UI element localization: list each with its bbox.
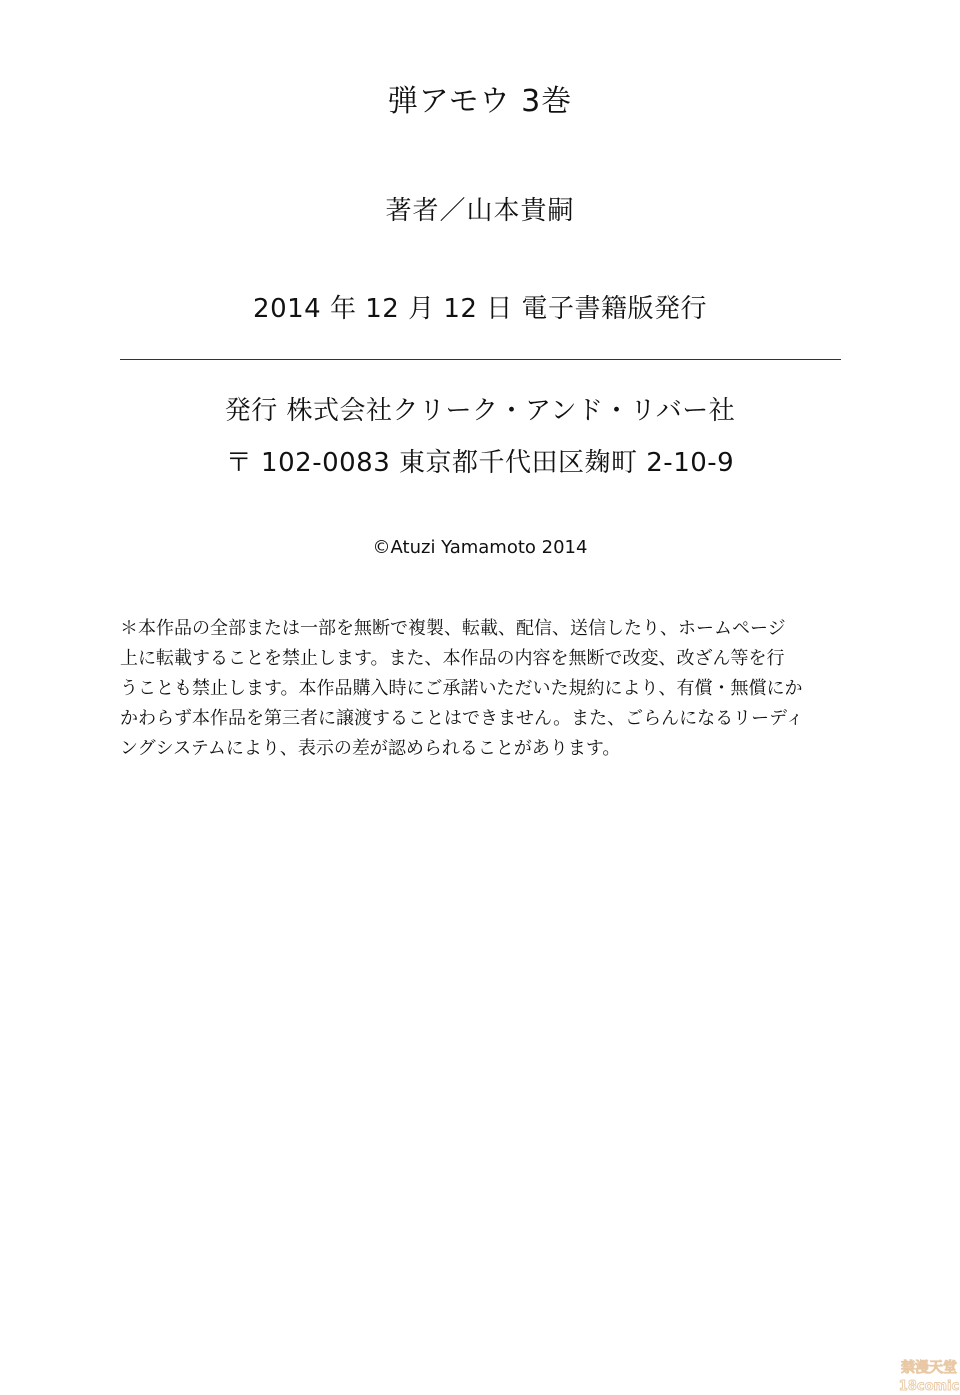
author-credit: 著者／山本貴嗣: [385, 196, 575, 226]
book-title: 弾アモウ 3巻: [387, 84, 573, 119]
watermark-bottom-text: 18comic: [898, 1379, 960, 1394]
legal-notice: [120, 614, 842, 764]
publisher-address: 〒 102-0083 東京都千代田区麹町 2-10-9: [225, 448, 735, 478]
watermark-logo: [898, 1350, 960, 1395]
notice-line: ＊本作品の全部または一部を無断で複製、転載、配信、送信したり、ホームページ: [120, 618, 786, 639]
publication-date: 2014 年 12 月 12 日 電子書籍版発行: [253, 294, 707, 324]
notice-line: 上に転載することを禁止します。また、本作品の内容を無断で改変、改ざん等を行: [120, 648, 785, 669]
notice-line: ングシステムにより、表示の差が認められることがあります。: [120, 738, 621, 759]
watermark-top-text: 禁漫天堂: [901, 1360, 957, 1376]
divider: [120, 359, 841, 360]
notice-line: うことも禁止します。本作品購入時にご承諾いただいた規約により、有償・無償にか: [120, 678, 803, 699]
copyright-line: ©Atuzi Yamamoto 2014: [372, 537, 588, 558]
notice-line: かわらず本作品を第三者に譲渡することはできません。また、ごらんになるリーディ: [120, 708, 804, 729]
publisher-line: 発行 株式会社クリーク・アンド・リバー社: [224, 396, 736, 426]
